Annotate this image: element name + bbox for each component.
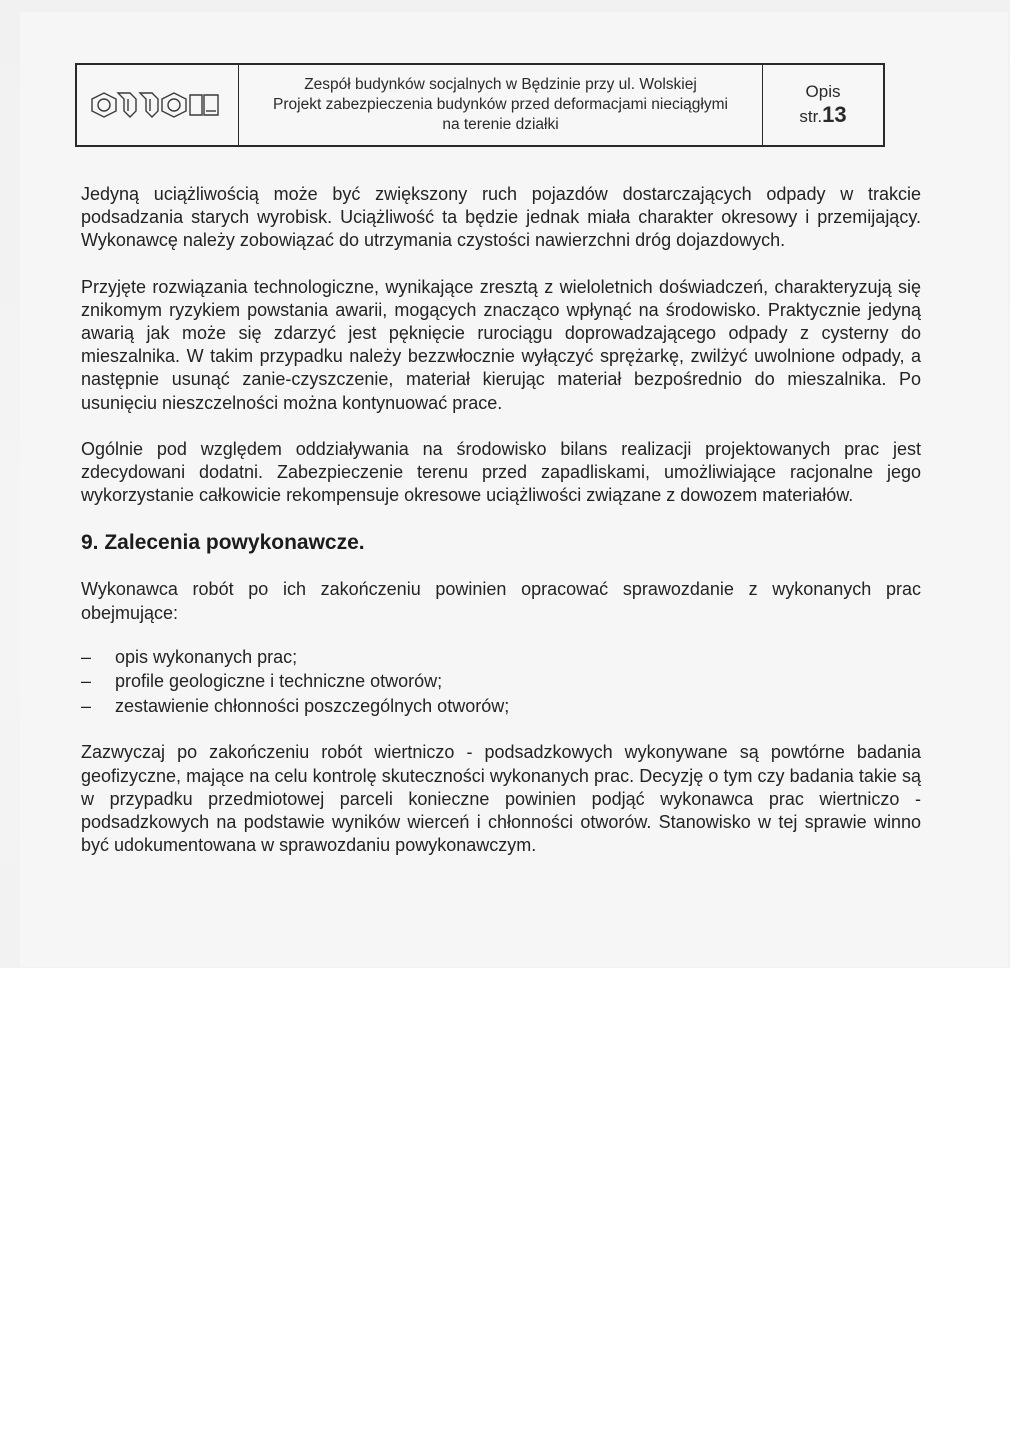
- list-dash: –: [81, 671, 92, 692]
- company-logo: [77, 65, 239, 145]
- list-item-text: zestawienie chłonności poszczególnych otworów;: [115, 695, 510, 716]
- document-header: [75, 63, 885, 147]
- list-item: [81, 694, 921, 719]
- page-number: 13: [822, 102, 847, 127]
- list-item-text: opis wykonanych prac;: [115, 646, 298, 667]
- header-subtitle-line-2: na terenie działki: [442, 116, 559, 133]
- paragraph: Wykonawca robót po ich zakończeniu powinien opracować sprawozdanie z wykonanych prac obejmujące:: [81, 579, 921, 623]
- list-dash: –: [81, 646, 92, 667]
- logo-mark-icon: [84, 85, 232, 125]
- page-number-label: [799, 103, 846, 129]
- section-heading: 9. Zalecenia powykonawcze.: [81, 531, 365, 555]
- list-item: [81, 645, 921, 670]
- report-contents-list: [81, 645, 921, 719]
- list-dash: –: [81, 695, 92, 716]
- paragraph: Jedyną uciążliwością może być zwiększony ruch pojazdów dostarczających odpady w trakcie podsadzania starych wyrobisk. Uciążliwość ta będzie jednak miała charakter okresowy i przemijający. Wykonawcę należy zobowiązać do utrzymania czystości nawierzchni dróg dojazdowych.: [81, 184, 921, 251]
- section-label: Opis: [805, 82, 841, 101]
- document-body: [81, 183, 921, 880]
- header-title-block: [239, 65, 763, 145]
- paragraph: Ogólnie pod względem oddziaływania na środowisko bilans realizacji projektowanych prac jest zdecydowani dodatni. Zabezpieczenie terenu przed zapadliskami, umożliwiające racjonalne jego wykorzystanie całkowicie rekompensuje okresowe uciążliwości związane z dowozem materiałów.: [81, 438, 921, 506]
- header-title-line: Zespół budynków socjalnych w Będzinie przy ul. Wolskiej: [304, 76, 697, 93]
- paragraph: Przyjęte rozwiązania technologiczne, wynikające zresztą z wieloletnich doświadczeń, charakteryzują się znikomym ryzykiem powstania awarii, mogących znacząco wpłynąć na środowisko. Praktycznie jedyną awarią jak może się zdarzyć jest pęknięcie rurociągu doprowadzającego odpady z cysterny do mieszalnika. W takim przypadku należy bezzwłocznie wyłączyć sprężarkę, zwilżyć uwolnione odpady, a następnie usunąć zanie-czyszczenie, materiał kierując materiał bezpośrednio do mieszalnika. Po usunięciu nieszczelności można kontynuować prace.: [81, 276, 921, 413]
- paragraph: Zazwyczaj po zakończeniu robót wiertniczo - podsadzkowych wykonywane są powtórne badania geofizyczne, mające na celu kontrolę skuteczności wykonanych prac. Decyzję o tym czy badania takie są w przypadku przedmiotowej parceli konieczne powinien podjąć wykonawca prac wiertniczo - podsadzkowych na podstawie wyników wierceń i chłonności otworów. Stanowisko w tej sprawie winno być udokumentowana w sprawozdaniu powykonawczym.: [81, 742, 921, 856]
- list-item-text: profile geologiczne i techniczne otworów;: [115, 671, 443, 692]
- header-subtitle-line: Projekt zabezpieczenia budynków przed deformacjami nieciągłymi: [273, 96, 728, 113]
- page-prefix: str.: [799, 107, 823, 126]
- list-item: [81, 669, 921, 694]
- header-page-info: [763, 65, 883, 145]
